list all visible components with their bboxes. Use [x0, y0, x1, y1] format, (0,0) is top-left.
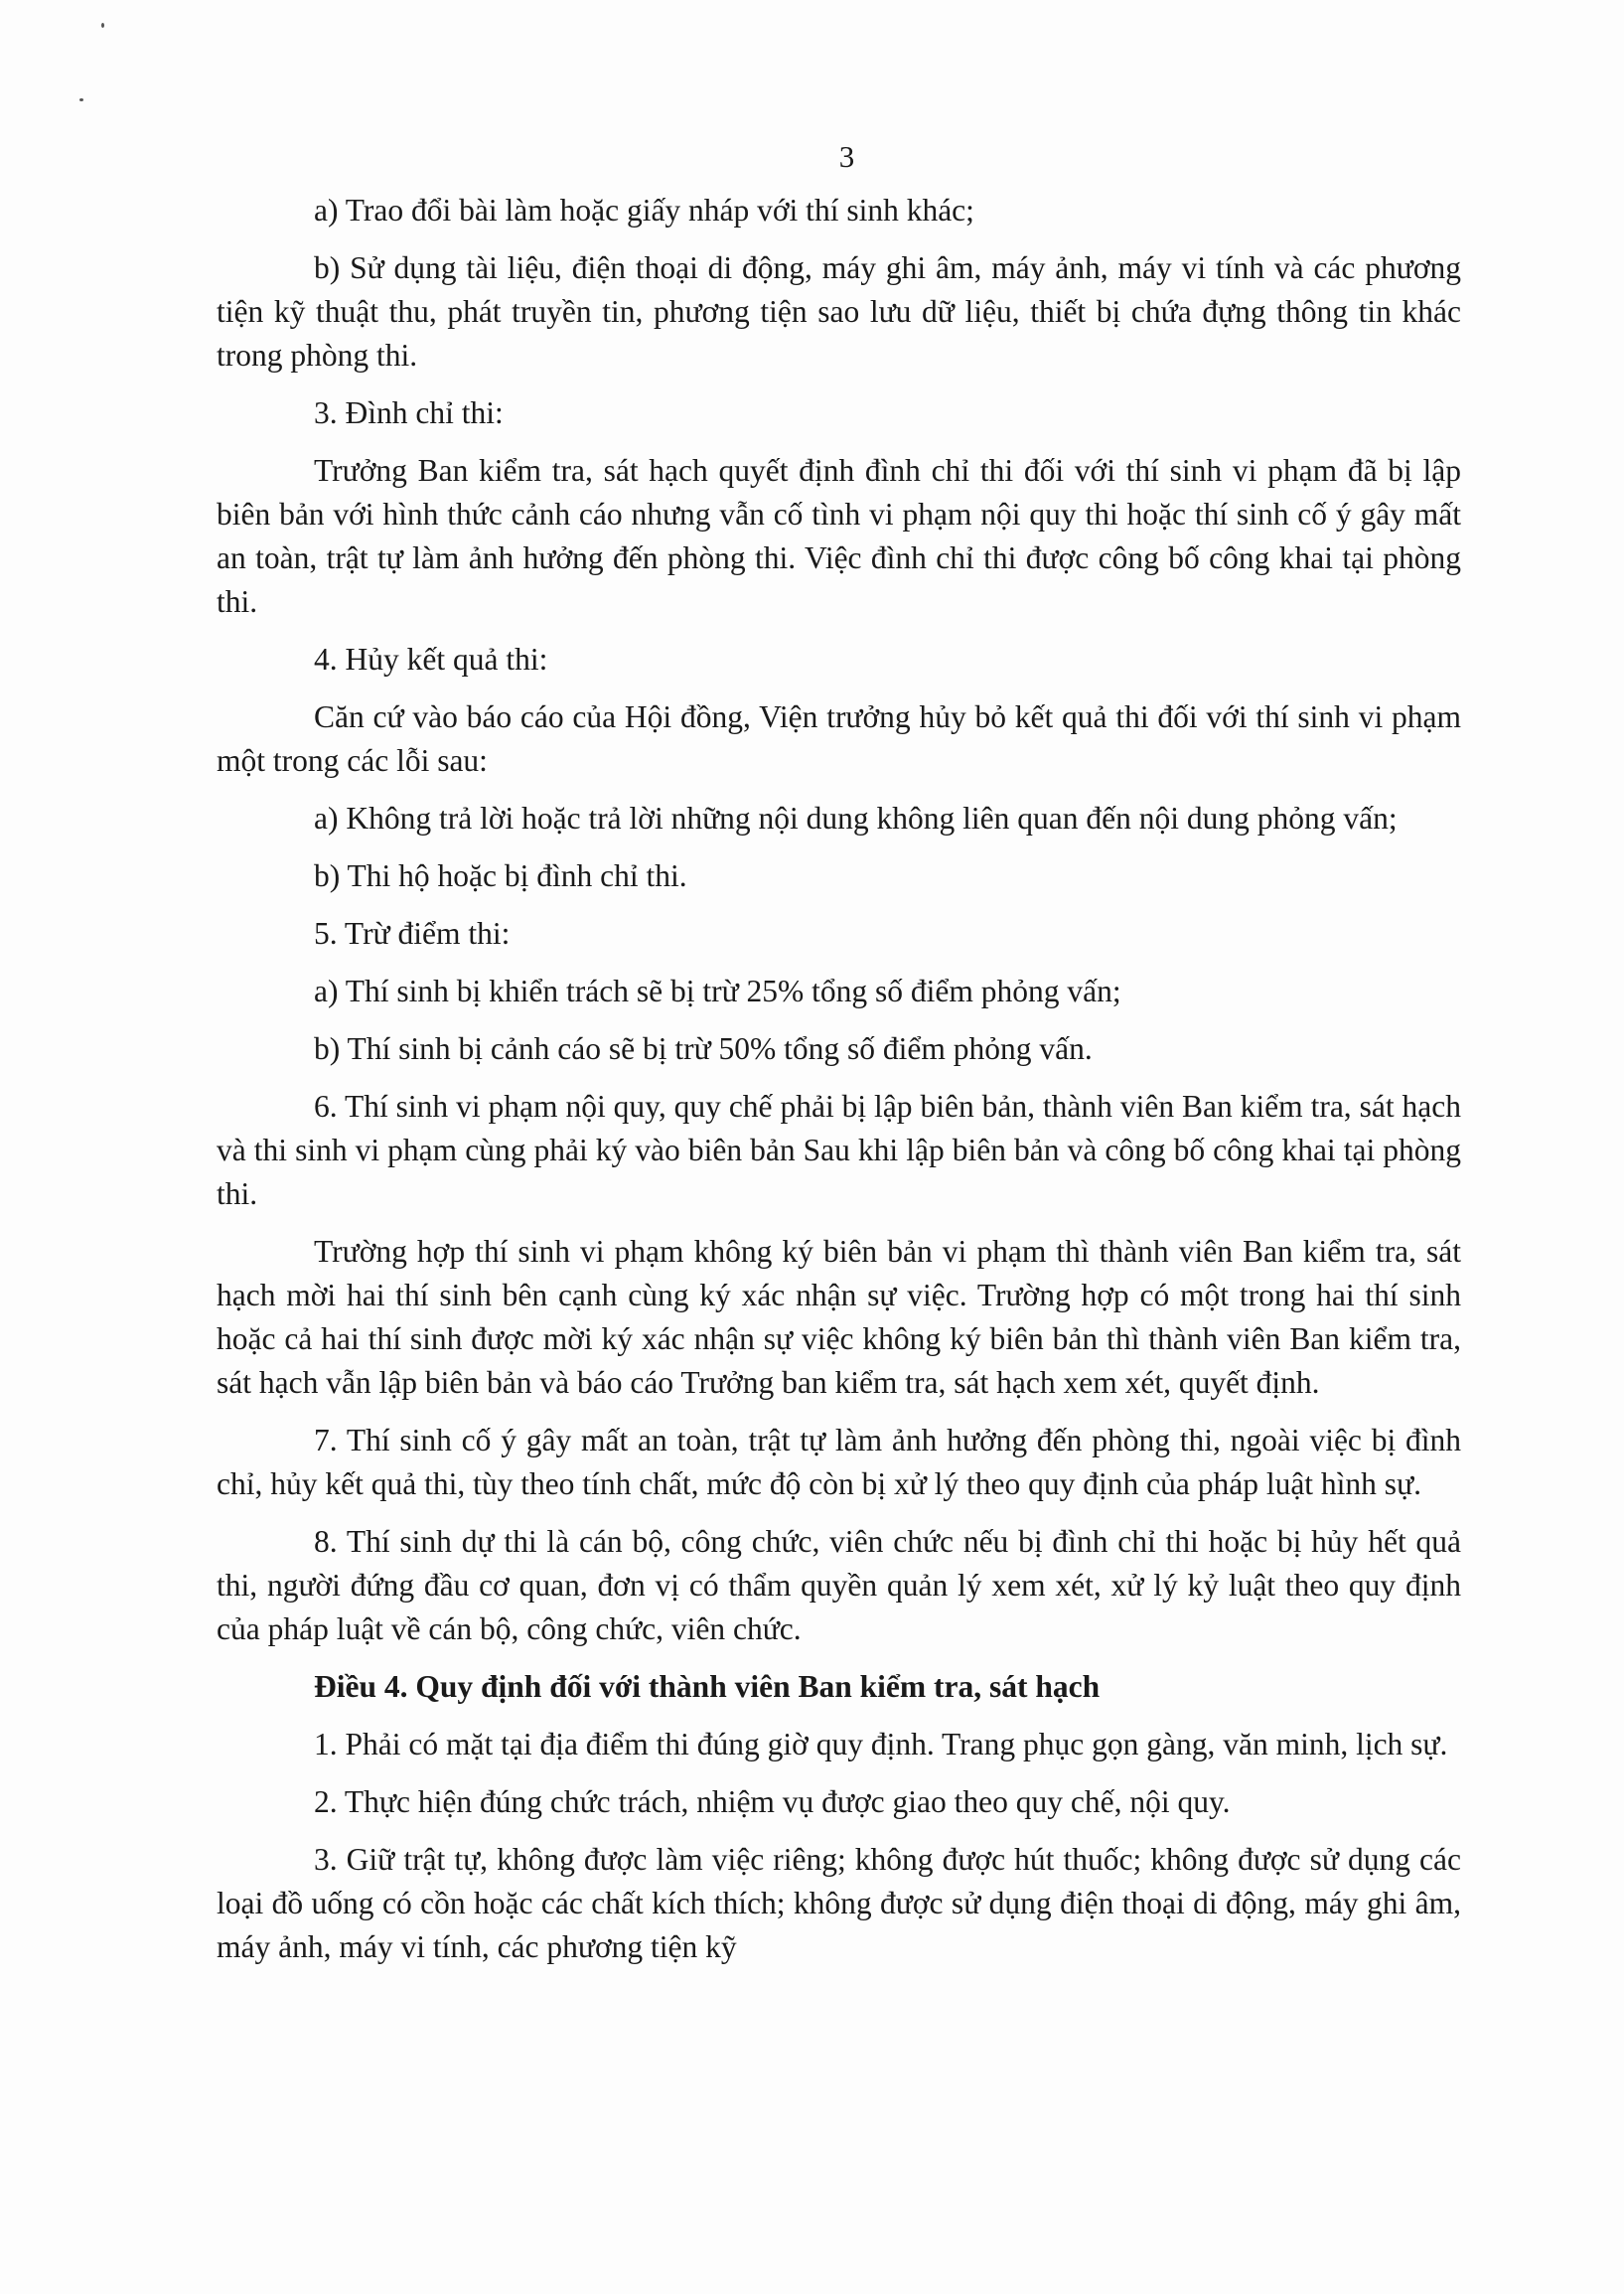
- article-heading: Điều 4. Quy định đối với thành viên Ban kiểm tra, sát hạch: [314, 1669, 1101, 1704]
- section-title: 4. Hủy kết quả thi:: [314, 642, 548, 677]
- paragraph: Trường hợp thí sinh vi phạm không ký biên bản vi phạm thì thành viên Ban kiểm tra, sát hạch mời hai thí sinh bên cạnh cùng ký xác nhận sự việc. Trường hợp có một trong hai thí sinh hoặc cả hai thí sinh được mời ký xác nhận sự việc không ký biên bản thì thành viên Ban kiểm tra, sát hạch vẫn lập biên bản và báo cáo Trưởng ban kiểm tra, sát hạch xem xét, quyết định.: [217, 1234, 1461, 1400]
- paragraph: 3. Giữ trật tự, không được làm việc riêng; không được hút thuốc; không được sử dụng các loại đồ uống có cồn hoặc các chất kích thích; không được sử dụng điện thoại di động, máy ghi âm, máy ảnh, máy vi tính, các phương tiện kỹ: [217, 1842, 1461, 1964]
- paragraph: a) Thí sinh bị khiển trách sẽ bị trừ 25% tổng số điểm phỏng vấn;: [314, 974, 1121, 1008]
- paragraph: b) Thí sinh bị cảnh cáo sẽ bị trừ 50% tổng số điểm phỏng vấn.: [314, 1031, 1093, 1066]
- paragraph: a) Trao đổi bài làm hoặc giấy nháp với thí sinh khác;: [314, 193, 974, 228]
- section-title: 5. Trừ điểm thi:: [314, 916, 511, 951]
- page-number: 3: [838, 139, 855, 174]
- scan-speck: [101, 23, 104, 28]
- paragraph: 1. Phải có mặt tại địa điểm thi đúng giờ quy định. Trang phục gọn gàng, văn minh, lịch sự.: [314, 1727, 1448, 1761]
- paragraph: 8. Thí sinh dự thi là cán bộ, công chức, viên chức nếu bị đình chỉ thi hoặc bị hủy hết quả thi, người đứng đầu cơ quan, đơn vị có thẩm quyền quản lý xem xét, xử lý kỷ luật theo quy định của pháp luật về cán bộ, công chức, viên chức.: [217, 1524, 1461, 1646]
- scan-speck: [79, 98, 83, 101]
- paragraph: Trưởng Ban kiểm tra, sát hạch quyết định đình chỉ thi đối với thí sinh vi phạm đã bị lập biên bản với hình thức cảnh cáo nhưng vẫn cố tình vi phạm nội quy thi hoặc thí sinh cố ý gây mất an toàn, trật tự làm ảnh hưởng đến phòng thi. Việc đình chỉ thi được công bố công khai tại phòng thi.: [217, 453, 1461, 619]
- section-title: 3. Đình chỉ thi:: [314, 395, 504, 430]
- paragraph: 7. Thí sinh cố ý gây mất an toàn, trật tự làm ảnh hưởng đến phòng thi, ngoài việc bị đình chỉ, hủy kết quả thi, tùy theo tính chất, mức độ còn bị xử lý theo quy định của pháp luật hình sự.: [217, 1423, 1461, 1501]
- paragraph: b) Thi hộ hoặc bị đình chỉ thi.: [314, 858, 687, 893]
- paragraph: 2. Thực hiện đúng chức trách, nhiệm vụ được giao theo quy chế, nội quy.: [314, 1784, 1231, 1819]
- paragraph: 6. Thí sinh vi phạm nội quy, quy chế phải bị lập biên bản, thành viên Ban kiểm tra, sát hạch và thi sinh vi phạm cùng phải ký vào biên bản Sau khi lập biên bản và công bố công khai tại phòng thi.: [217, 1089, 1461, 1211]
- document-body: [217, 189, 1461, 1983]
- paragraph: Căn cứ vào báo cáo của Hội đồng, Viện trưởng hủy bỏ kết quả thi đối với thí sinh vi phạm một trong các lỗi sau:: [217, 699, 1461, 778]
- paragraph: b) Sử dụng tài liệu, điện thoại di động, máy ghi âm, máy ảnh, máy vi tính và các phương tiện kỹ thuật thu, phát truyền tin, phương tiện sao lưu dữ liệu, thiết bị chứa đựng thông tin khác trong phòng thi.: [217, 250, 1461, 373]
- paragraph: a) Không trả lời hoặc trả lời những nội dung không liên quan đến nội dung phỏng vấn;: [314, 801, 1398, 836]
